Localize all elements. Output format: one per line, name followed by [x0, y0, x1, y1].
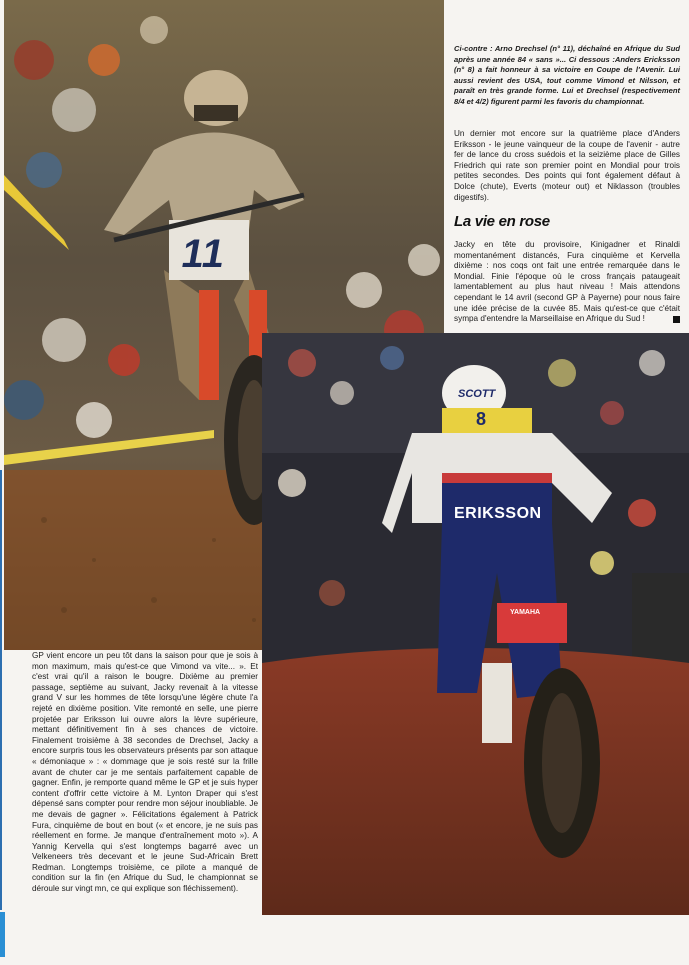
number-plate: 11 — [178, 232, 229, 276]
article-paragraph-rose — [454, 240, 680, 325]
page-edge-line — [0, 470, 2, 910]
end-of-article-mark — [673, 316, 680, 323]
photo-eriksson — [262, 333, 689, 915]
jersey-name: ERIKSSON — [454, 505, 542, 522]
bib-number: 8 — [476, 409, 487, 429]
helmet-brand: SCOTT — [458, 388, 496, 400]
bike-brand: YAMAHA — [510, 609, 541, 616]
page-edge-tab — [0, 912, 5, 957]
section-heading: La vie en rose — [454, 213, 550, 230]
paragraph-rose-text: Jacky en tête du provisoire, Kinigadner et Rinaldi momentanément distancés, Fura cinquième et Kervella dixième : nos coqs ont fait une entrée remarquée dans le Mondial. Finie l'époque où le cross français pataugeait lamentablement au plus haut niveau ! Mais attendons cependant le 14 avril (second GP à Payerne) pour nous faire une idée précise de la cuvée 85. Mais qu'est-ce que c'était sympa d'entendre la Marseillaise en Afrique du Sud ! — [454, 240, 680, 324]
article-paragraph-top: Un dernier mot encore sur la quatrième place d'Anders Eriksson - le jeune vainqueur de la coupe de l'avenir - autre fer de lance du cross suédois et la seizième place de Gilles Friedrich qui rate son premier point en Mondial pour trois petites secondes. Des points qui font également défaut à Dolce (chute), Everts (moteur out) et Niklasson (troubles digestifs). — [454, 129, 680, 202]
article-paragraph-left: GP vient encore un peu tôt dans la saison pour que je sois à mon maximum, mais qu'est-ce que Vimond va vite... ». Et c'est vrai qu'il a raison le bougre. Dixième au premier passage, septième au suivant, Jacky revenait à la vitesse grand V sur les hommes de tête lorsqu'une légère chute l'a rejeté en dixième position. Vite remonté en selle, une pierre projetée par Eriksson lui ouvre alors la lèvre supérieure, mettant définitivement fin à ses chances de victoire. Finalement troisième à 38 secondes de Drechsel, Jacky a encore surpris tous les observateurs présents par son attaque « démoniaque » : « dommage que je sois resté sur la frille avant de chuter car je me sentais parfaitement capable de gagner. Enfin, je remporte quand même le GP et je suis hyper content d'offrir cette victoire à M. Lynton Draper qui s'est dépensé sans compter pour rendre mon séjour inoubliable. Je me devais de gagner ». Félicitations également à Patrick Fura, cinquième de bout en bout (« et encore, je ne suis pas réellement en forme. Je manque d'entraînement moto »). A Yannig Kervella qui s'est longtemps bagarré avec un Velkeneers très decevant et le jeune Sud-Africain Brett Redman. Longtemps troisième, ce pilote a manqué de condition sur la fin (en Afrique du Sud, le championnat se déroule sur vingt mn, ce qui explique son fléchissement). — [32, 651, 258, 894]
photo-caption: Ci-contre : Arno Drechsel (n° 11), déchaîné en Afrique du Sud après une année 84 « sans »... Ci dessous :Anders Ericksson (n° 8) a fait honneur à sa victoire en Coupe de l'Avenir. Lui aussi revient des USA, tout comme Vimond et Nilsson, et paraît en très grande forme. Lui et Drechsel (respectivement 8/4 et 4/2) figurent parmi les favoris du championnat. — [454, 44, 680, 106]
